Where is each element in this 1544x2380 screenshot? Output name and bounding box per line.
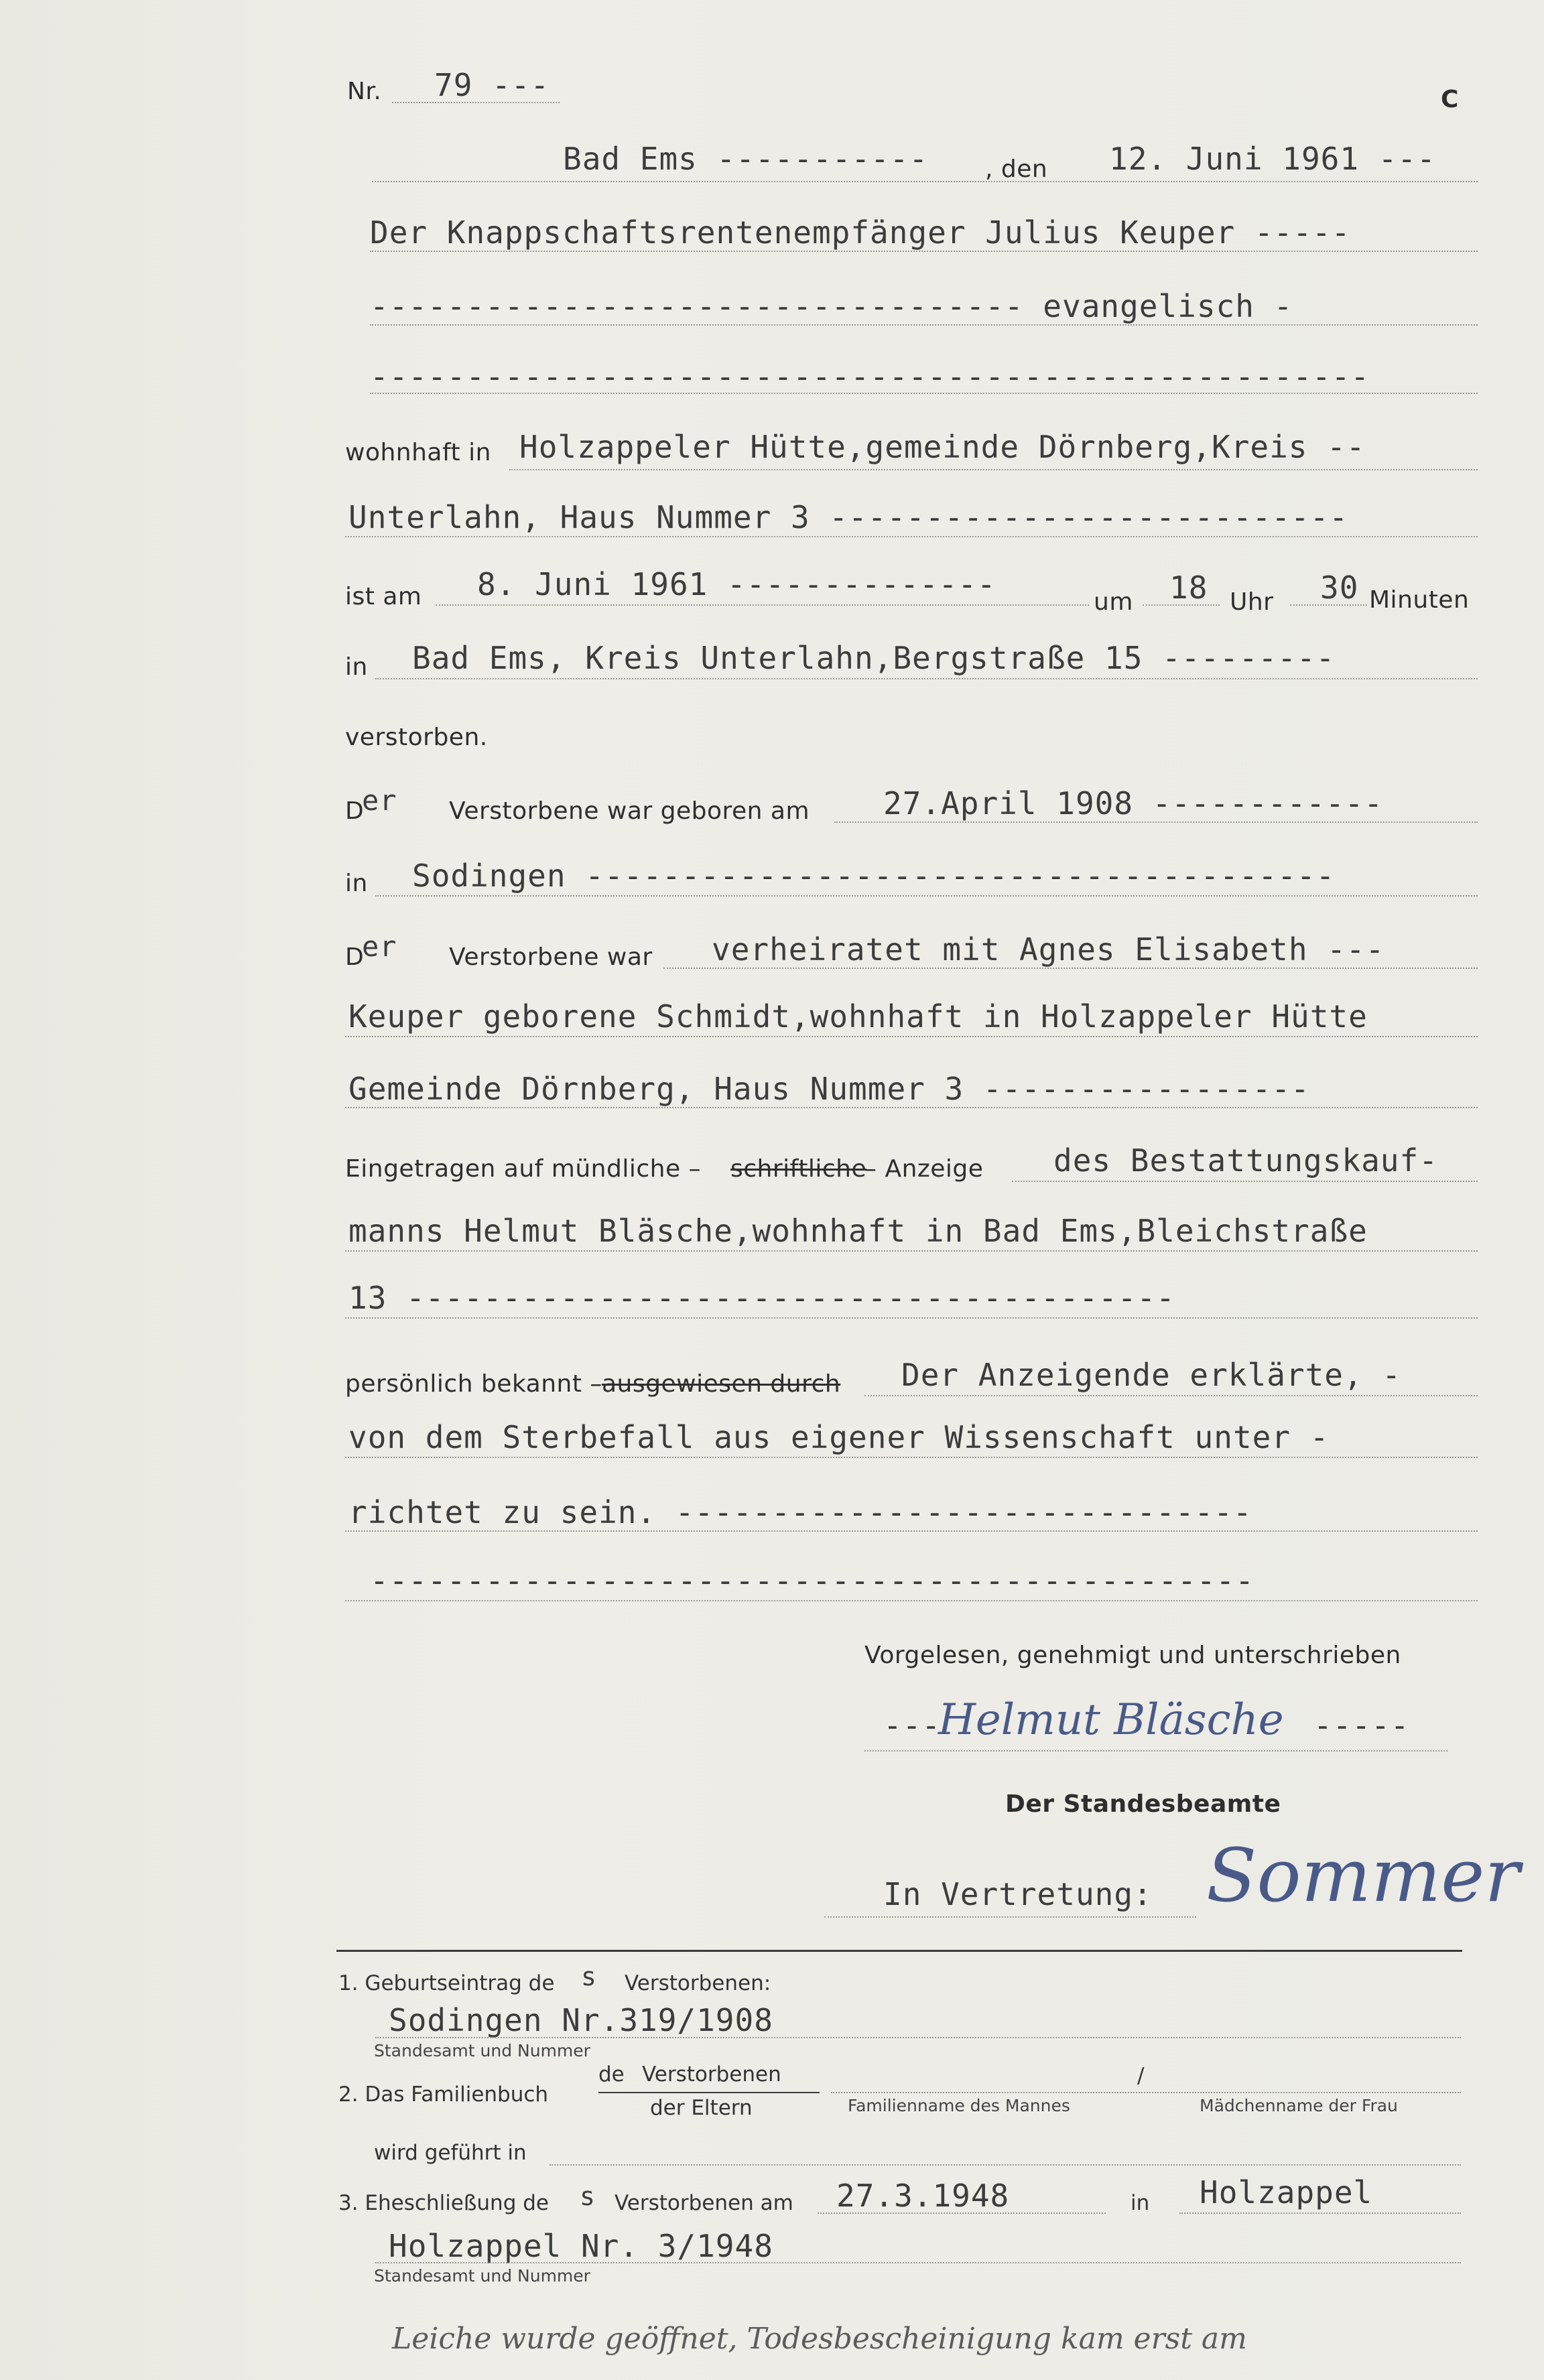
birth-d-suffix: er <box>362 784 397 817</box>
deceased-line-2: ---------------------------------- evangelisch - <box>370 288 1293 324</box>
marriage-place: Holzappel <box>1200 2174 1373 2210</box>
entry-number: 79 --- <box>434 67 550 103</box>
dotted-line <box>372 181 1478 182</box>
marriage-record-caption: Standesamt und Nummer <box>374 2266 590 2286</box>
dotted-line <box>1143 604 1220 606</box>
marriage-date: 27.3.1948 <box>836 2178 1010 2214</box>
registration-line-1: des Bestattungskauf- <box>1053 1142 1438 1179</box>
official-label: Der Standesbeamte <box>1005 1790 1281 1818</box>
minuten-label: Minuten <box>1369 586 1470 614</box>
family-book-eltern: der Eltern <box>650 2096 753 2120</box>
residence-label: wohnhaft in <box>345 439 491 466</box>
dotted-line <box>834 821 1478 823</box>
marriage-line-2: Keuper geborene Schmidt,wohnhaft in Holzappeler Hütte <box>348 998 1368 1035</box>
dotted-line <box>345 1036 1478 1037</box>
identification-label-a: persönlich bekannt – <box>345 1370 602 1398</box>
in-label: in <box>345 653 368 681</box>
identification-line-2: von dem Sterbefall aus eigener Wissenschaft unter - <box>348 1419 1330 1455</box>
birth-record-value: Sodingen Nr.319/1908 <box>389 2002 773 2038</box>
marriage-line-3: Gemeinde Dörnberg, Haus Nummer 3 ----------------- <box>348 1071 1310 1107</box>
birth-in-label: in <box>345 870 368 897</box>
marriage-in-label: in <box>1131 2191 1150 2215</box>
marriage-d-label: D <box>345 943 365 971</box>
dotted-line <box>436 604 1089 606</box>
identification-line-3: richtet zu sein. ------------------------------ <box>348 1494 1252 1530</box>
marriage-record-label-b: Verstorbenen am <box>615 2191 793 2215</box>
registration-label-b: – Anzeige <box>864 1155 984 1183</box>
birth-label: Verstorbene war geboren am <box>449 797 810 825</box>
dotted-line <box>831 2092 1461 2093</box>
identification-label-struck: ausgewiesen durch <box>602 1370 841 1398</box>
identification-line-4: ---------------------------------------------- <box>370 1563 1254 1599</box>
death-hour: 18 <box>1169 570 1208 606</box>
dotted-line <box>1012 1181 1478 1182</box>
marriage-line-1: verheiratet mit Agnes Elisabeth --- <box>712 931 1385 968</box>
dotted-line <box>1179 2212 1461 2214</box>
marriage-record-value: Holzappel Nr. 3/1948 <box>389 2228 773 2264</box>
registry-place: Bad Ems ----------- <box>563 141 929 177</box>
dotted-line <box>818 2212 1106 2214</box>
death-place: Bad Ems, Kreis Unterlahn,Bergstraße 15 --------- <box>412 640 1336 676</box>
dotted-line <box>375 678 1478 679</box>
dotted-line <box>370 324 1478 326</box>
den-label: , den <box>985 155 1048 183</box>
birth-record-caption: Standesamt und Nummer <box>374 2041 590 2060</box>
marriage-label: Verstorbene war <box>449 943 653 971</box>
uhr-label: Uhr <box>1230 588 1274 616</box>
corner-letter: C <box>1441 86 1459 113</box>
dotted-line <box>345 1250 1478 1252</box>
birth-date: 27.April 1908 ------------ <box>883 785 1384 821</box>
kept-in-label: wird geführt in <box>374 2141 527 2165</box>
birth-record-label-b: Verstorbenen: <box>625 1971 771 1995</box>
birth-place: Sodingen --------------------------------------- <box>412 858 1336 894</box>
registration-label-a: Eingetragen auf mündliche – <box>345 1155 702 1183</box>
wife-maiden-name-caption: Mädchenname der Frau <box>1200 2096 1398 2115</box>
family-book-slash: / <box>1137 2064 1145 2088</box>
signature-dash-left: --- <box>883 1707 942 1743</box>
registration-date: 12. Juni 1961 --- <box>1109 141 1436 177</box>
dotted-line <box>1290 604 1367 606</box>
nr-label: Nr. <box>347 78 382 105</box>
dotted-line <box>663 968 1478 969</box>
ist-am-label: ist am <box>345 583 422 610</box>
dotted-line <box>375 895 1478 897</box>
dotted-line <box>345 1530 1478 1532</box>
deceased-line-3: ---------------------------------------------------- <box>370 358 1370 395</box>
verstorben-label: verstorben. <box>345 724 488 751</box>
signature-dash-right: ----- <box>1313 1707 1410 1743</box>
husband-name-caption: Familienname des Mannes <box>848 2096 1070 2115</box>
registration-line-2: manns Helmut Bläsche,wohnhaft in Bad Ems,Bleichstraße <box>348 1213 1368 1249</box>
identification-line-1: Der Anzeigende erklärte, - <box>901 1357 1402 1393</box>
dotted-line <box>345 1457 1478 1458</box>
dotted-line <box>345 1317 1478 1319</box>
death-minutes: 30 <box>1320 570 1359 606</box>
birth-record-label-a: 1. Geburtseintrag de <box>338 1971 555 1995</box>
dotted-line <box>345 1600 1478 1601</box>
marriage-record-label-a: 3. Eheschließung de <box>338 2191 549 2215</box>
residence-line-2: Unterlahn, Haus Nummer 3 --------------------------- <box>348 499 1349 535</box>
in-vertretung: In Vertretung: <box>883 1876 1153 1912</box>
pencil-note: Leiche wurde geöffnet, Todesbescheinigung kam erst am <box>392 2322 1247 2356</box>
death-date: 8. Juni 1961 -------------- <box>477 566 996 602</box>
dotted-line <box>392 102 560 103</box>
residence-line-1: Holzappeler Hütte,gemeinde Dörnberg,Kreis -- <box>519 429 1366 465</box>
registration-line-3: 13 ---------------------------------------- <box>348 1280 1175 1316</box>
informant-signature: Helmut Bläsche <box>938 1695 1284 1745</box>
official-signature: Sommer <box>1206 1833 1520 1918</box>
dotted-line <box>370 251 1478 252</box>
registration-label-struck: schriftliche <box>730 1155 867 1183</box>
fraction-line <box>598 2092 820 2093</box>
marriage-record-s: s <box>580 2182 596 2211</box>
family-book-de: de <box>598 2062 625 2087</box>
um-label: um <box>1094 588 1133 616</box>
read-approved-label: Vorgelesen, genehmigt und unterschrieben <box>864 1642 1401 1669</box>
birth-d-label: D <box>345 797 365 825</box>
birth-record-s: s <box>581 1962 597 1991</box>
dotted-line <box>375 2262 1461 2263</box>
deceased-line-1: Der Knappschaftsrentenempfänger Julius Keuper ----- <box>370 214 1351 251</box>
family-book-label: 2. Das Familienbuch <box>338 2082 549 2107</box>
dotted-line <box>550 2164 1461 2166</box>
family-book-verstorbenen: Verstorbenen <box>642 2062 781 2087</box>
dotted-line <box>864 1395 1478 1396</box>
dotted-line <box>345 1107 1478 1108</box>
dotted-line <box>824 1916 1196 1918</box>
dotted-line <box>864 1750 1448 1751</box>
footer-separator <box>336 1950 1462 1952</box>
dotted-line <box>370 393 1478 394</box>
dotted-line <box>345 536 1478 537</box>
marriage-d-suffix: er <box>362 930 397 963</box>
dotted-line <box>375 2037 1461 2038</box>
dotted-line <box>509 469 1478 470</box>
